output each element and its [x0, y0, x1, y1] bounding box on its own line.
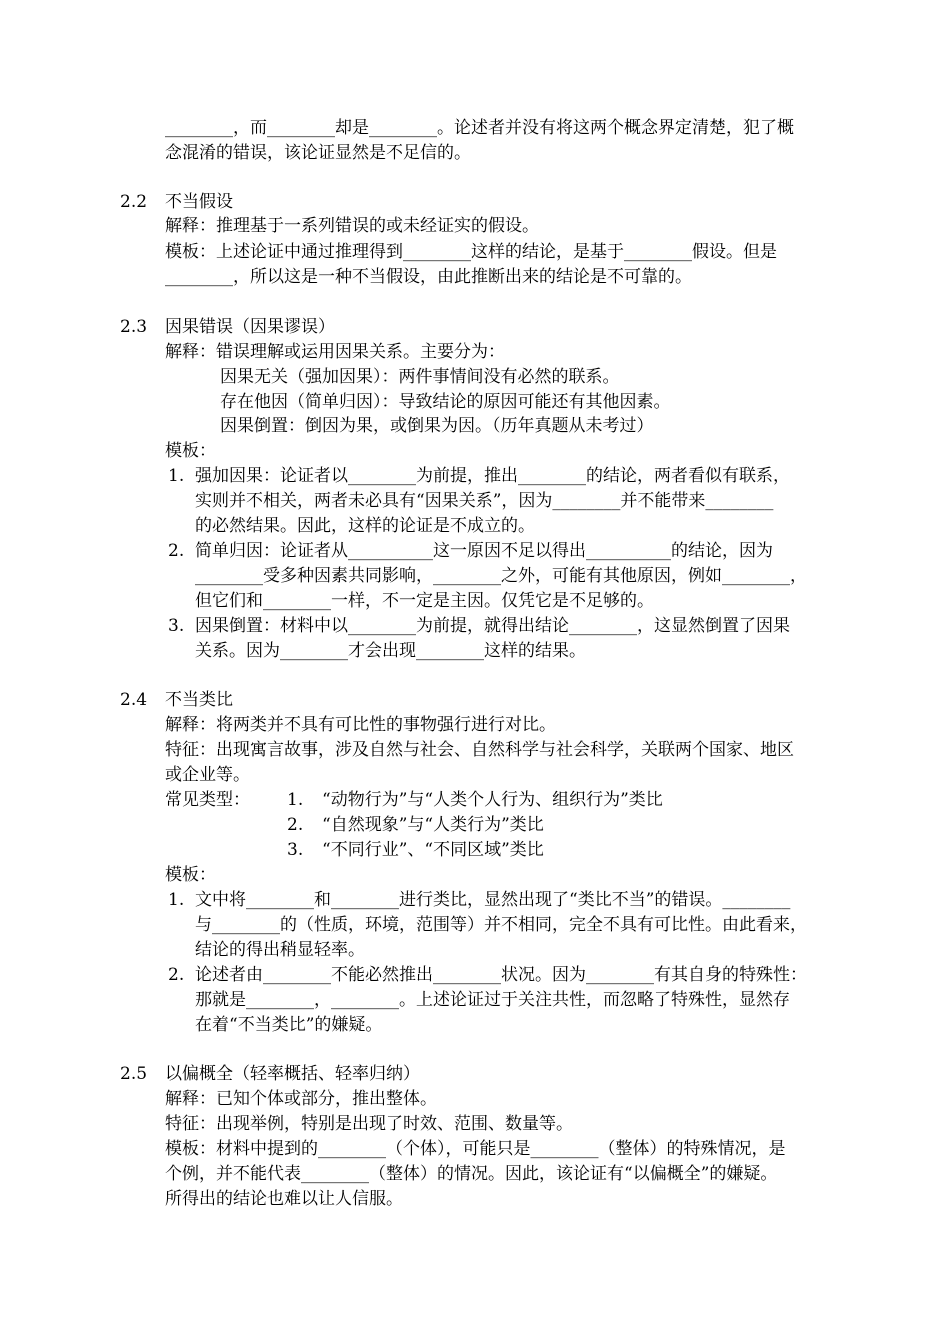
intro-line-1: ________，而________却是________。论述者并没有将这两个概念界定清楚，犯了概 — [165, 118, 794, 138]
list-item-line: ________受多种因素共同影响，________之外，可能有其他原因，例如________， — [195, 566, 807, 586]
section-number: 2.5 — [120, 1064, 148, 1084]
list-number: 3. — [168, 616, 185, 636]
common-type-item: “动物行为”与“人类个人行为、组织行为”类比 — [322, 790, 663, 810]
list-item-line: 与________的（性质，环境，范围等）并不相同，完全不具有可比性。由此看来， — [195, 915, 807, 935]
section-number: 2.2 — [120, 192, 148, 212]
template-label: 模板： — [165, 865, 216, 885]
template-line: 模板：上述论证中通过推理得到________这样的结论，是基于________假设。但是 — [165, 242, 777, 262]
section-title: 不当类比 — [165, 690, 233, 710]
list-item-line: 结论的得出稍显轻率。 — [195, 940, 365, 960]
feature-line: 特征：出现寓言故事，涉及自然与社会、自然科学与社会科学，关联两个国家、地区 — [165, 740, 794, 760]
list-number: 2. — [168, 965, 185, 985]
list-number: 2. — [168, 541, 185, 561]
template-line: 模板：材料中提到的________（个体），可能只是________（整体）的特殊情况，是 — [165, 1139, 786, 1159]
template-line: ________，所以这是一种不当假设，由此推断出来的结论是不可靠的。 — [165, 267, 692, 287]
feature-line: 特征：出现举例，特别是出现了时效、范围、数量等。 — [165, 1114, 573, 1134]
explanation: 解释：推理基于一系列错误的或未经证实的假设。 — [165, 216, 539, 236]
explanation: 解释：将两类并不具有可比性的事物强行进行对比。 — [165, 715, 556, 735]
template-line: 个例，并不能代表________（整体）的情况。因此，该论证有“以偏概全”的嫌疑。 — [165, 1164, 778, 1184]
explanation: 解释：已知个体或部分，推出整体。 — [165, 1089, 437, 1109]
list-item-line: 但它们和________一样，不一定是主因。仅凭它是不足够的。 — [195, 591, 654, 611]
list-item-line: 实则并不相关，两者未必具有“因果关系”，因为________并不能带来________ — [195, 491, 774, 511]
section-number: 2.3 — [120, 317, 148, 337]
common-type-item: “自然现象”与“人类行为”类比 — [322, 815, 544, 835]
list-item-line: 论述者由________不能必然推出________状况。因为________有其自身的特殊性： — [195, 965, 807, 985]
list-number: 2. — [287, 815, 304, 835]
section-title: 因果错误（因果谬误） — [165, 317, 335, 337]
explanation: 解释：错误理解或运用因果关系。主要分为： — [165, 342, 505, 362]
section-title: 以偏概全（轻率概括、轻率归纳） — [165, 1064, 420, 1084]
type-item: 因果无关（强加因果）：两件事情间没有必然的联系。 — [220, 367, 620, 387]
section-number: 2.4 — [120, 690, 148, 710]
list-number: 1. — [168, 890, 185, 910]
list-item-line: 关系。因为________才会出现________这样的结果。 — [195, 641, 586, 661]
list-number: 1. — [287, 790, 304, 810]
type-item: 因果倒置：倒因为果，或倒果为因。（历年真题从未考过） — [220, 416, 654, 436]
section-title: 不当假设 — [165, 192, 233, 212]
list-item-line: 文中将________和________进行类比，显然出现了“类比不当”的错误。________ — [195, 890, 791, 910]
type-item: 存在他因（简单归因）：导致结论的原因可能还有其他因素。 — [220, 392, 671, 412]
intro-line-2: 念混淆的错误，该论证显然是不足信的。 — [165, 143, 471, 163]
common-type-item: “不同行业”、“不同区域”类比 — [322, 840, 544, 860]
list-item-line: 因果倒置：材料中以________为前提，就得出结论________，这显然倒置了因果 — [195, 616, 790, 636]
list-number: 3. — [287, 840, 304, 860]
list-number: 1. — [168, 466, 185, 486]
template-label: 模板： — [165, 441, 216, 461]
list-item-line: 的必然结果。因此，这样的论证是不成立的。 — [195, 516, 535, 536]
feature-line: 或企业等。 — [165, 765, 250, 785]
list-item-line: 在着“不当类比”的嫌疑。 — [195, 1015, 383, 1035]
common-types-label: 常见类型： — [165, 790, 250, 810]
list-item-line: 简单归因：论证者从__________这一原因不足以得出__________的结论，因为 — [195, 541, 773, 561]
list-item-line: 强加因果：论证者以________为前提，推出________的结论，两者看似有联系， — [195, 466, 790, 486]
list-item-line: 那就是________，________。上述论证过于关注共性，而忽略了特殊性，显然存 — [195, 990, 790, 1010]
template-line: 所得出的结论也难以让人信服。 — [165, 1189, 403, 1209]
